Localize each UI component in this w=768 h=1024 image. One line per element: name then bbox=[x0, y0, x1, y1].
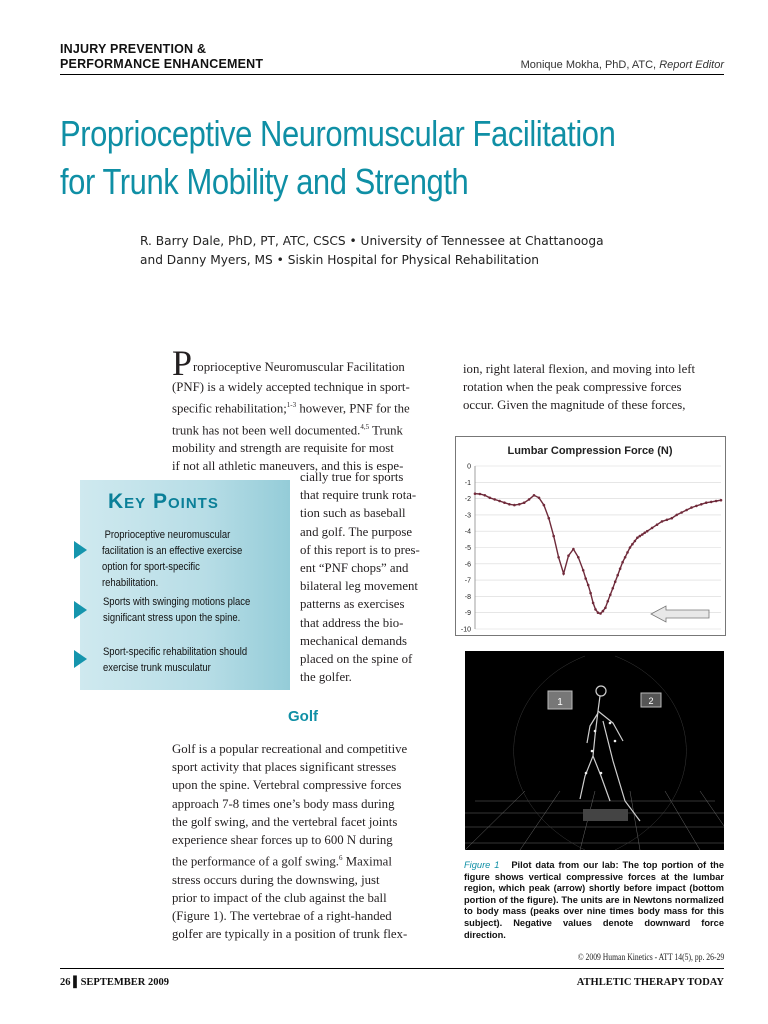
body-line: that require trunk rota- bbox=[300, 488, 417, 503]
body-line: prior to impact of the club against the ball bbox=[172, 890, 387, 905]
y-tick-label: -4 bbox=[464, 528, 471, 536]
y-tick-label: -2 bbox=[464, 496, 471, 504]
body-line: experience shear forces up to 600 N during bbox=[172, 833, 393, 848]
body-line: trunk has not been well documented.$^{4,5}$ Trunk bbox=[172, 422, 403, 437]
body-line: that address the bio- bbox=[300, 615, 404, 630]
body-line: if not all athletic maneuvers, and this is espe- bbox=[172, 459, 404, 474]
body-line: sport activity that places significant stresses bbox=[172, 760, 397, 775]
editor-name: Monique Mokha, PhD, ATC, bbox=[520, 59, 657, 71]
key-point-item: Sport-specific rehabilitation should exercise trunk musculatur bbox=[103, 646, 248, 674]
y-tick-label: -10 bbox=[460, 626, 471, 634]
marker-label: 1 bbox=[557, 697, 563, 708]
body-line: the performance of a golf swing.$^6$ Maximal bbox=[172, 854, 392, 869]
chart-frame bbox=[456, 437, 726, 636]
body-line: specific rehabilitation;$^{1-3}$ however, PNF for the bbox=[172, 401, 410, 416]
y-tick-label: -1 bbox=[464, 479, 471, 487]
footer-rule bbox=[60, 968, 724, 969]
copyright: © 2009 Human Kinetics - ATT 14(5), pp. 26-29 bbox=[577, 952, 724, 962]
chart-title: Lumbar Compression Force (N) bbox=[507, 445, 673, 457]
narrow-column bbox=[300, 468, 434, 686]
body-line: Golf is a popular recreational and competitive bbox=[172, 742, 408, 756]
y-tick-label: -6 bbox=[464, 561, 471, 569]
body-line: (Figure 1). The vertebrae of a right-handed bbox=[172, 909, 392, 924]
body-line: and golf. The purpose bbox=[300, 524, 413, 539]
body-line: roprioceptive Neuromuscular Facilitation bbox=[193, 360, 405, 374]
section-label-line2: PERFORMANCE ENHANCEMENT bbox=[60, 57, 264, 71]
body-line: occur. Given the magnitude of these forces, bbox=[463, 398, 686, 413]
key-point-item: Proprioceptive neuromuscular facilitation is an effective exercise option for sport-specific rehabilitation. bbox=[102, 529, 243, 589]
key-points-title: Key Points bbox=[108, 490, 219, 513]
figure-caption bbox=[464, 860, 724, 941]
article-title bbox=[60, 110, 645, 206]
body-line: the golfer. bbox=[300, 670, 352, 685]
body-line: mobility and strength are requisite for most bbox=[172, 441, 394, 456]
intro-paragraph bbox=[172, 343, 434, 476]
body-line: golfer are typically in a position of trunk flex- bbox=[172, 927, 408, 942]
key-point-item: Sports with swinging motions place significant stress upon the spine. bbox=[103, 596, 251, 624]
right-column-text bbox=[463, 360, 724, 415]
figure-caption-text: Pilot data from our lab: The top portion of the figure shows vertical compressive forces at the lumbar region, which peak (arrow) shortly before impact (bottom portion of the figure). The units are in Newtons normalized to body mass (peaks over nine times body mass for this subject). Negative values denote downward force direction. bbox=[464, 860, 725, 940]
body-line: approach 7-8 times one’s body mass during bbox=[172, 796, 395, 811]
body-line: placed on the spine of bbox=[300, 652, 413, 667]
golf-paragraph bbox=[172, 740, 434, 944]
marker-label: 2 bbox=[648, 696, 654, 706]
body-line: (PNF) is a widely accepted technique in sport- bbox=[172, 380, 410, 394]
section-label-line1: INJURY PREVENTION & bbox=[60, 42, 207, 56]
y-tick-label: -3 bbox=[464, 512, 471, 520]
body-line: tion such as baseball bbox=[300, 506, 406, 521]
y-tick-label: -8 bbox=[464, 593, 471, 601]
figure-label: Figure 1 bbox=[464, 860, 500, 870]
y-tick-label: -9 bbox=[464, 610, 471, 618]
page-number-date: 26 ▌SEPTEMBER 2009 bbox=[60, 977, 169, 988]
dropcap: P bbox=[172, 343, 193, 383]
lumbar-force-chart bbox=[455, 436, 726, 636]
body-line: upon the spine. Vertebral compressive forces bbox=[172, 778, 402, 793]
y-tick-label: -5 bbox=[464, 545, 471, 552]
authors bbox=[140, 232, 604, 270]
body-line: ent “PNF chops” and bbox=[300, 561, 409, 576]
body-line: mechanical demands bbox=[300, 633, 407, 648]
title-line1: Proprioceptive Neuromuscular Facilitation bbox=[60, 113, 616, 154]
header-rule bbox=[60, 74, 724, 75]
body-line: cially true for sports bbox=[300, 470, 404, 484]
body-line: rotation when the peak compressive forces bbox=[463, 380, 682, 395]
authors-line2: and Danny Myers, MS • Siskin Hospital for Physical Rehabilitation bbox=[140, 253, 540, 267]
y-tick-label: 0 bbox=[467, 463, 471, 471]
section-label bbox=[60, 42, 263, 72]
body-line: the golf swing, and the vertebral facet joints bbox=[172, 814, 398, 829]
bullet-arrow-icon bbox=[74, 541, 87, 559]
title-line2: for Trunk Mobility and Strength bbox=[60, 161, 469, 202]
body-line: stress occurs during the downswing, just bbox=[172, 872, 380, 887]
golf-heading: Golf bbox=[288, 708, 318, 725]
body-line: of this report is to pres- bbox=[300, 542, 420, 557]
authors-line1: R. Barry Dale, PhD, PT, ATC, CSCS • University of Tennessee at Chattanooga bbox=[140, 234, 604, 248]
force-plate bbox=[583, 809, 628, 821]
body-line: ion, right lateral flexion, and moving into left bbox=[463, 362, 696, 376]
motion-capture-image bbox=[465, 651, 724, 850]
y-tick-label: -7 bbox=[464, 577, 471, 585]
journal-name: ATHLETIC THERAPY TODAY bbox=[576, 977, 724, 988]
bullet-arrow-icon bbox=[74, 601, 87, 619]
editor-role: Report Editor bbox=[659, 59, 724, 71]
body-line: patterns as exercises bbox=[300, 597, 405, 612]
bullet-arrow-icon bbox=[74, 650, 87, 668]
body-line: bilateral leg movement bbox=[300, 579, 418, 594]
report-editor bbox=[521, 59, 724, 71]
